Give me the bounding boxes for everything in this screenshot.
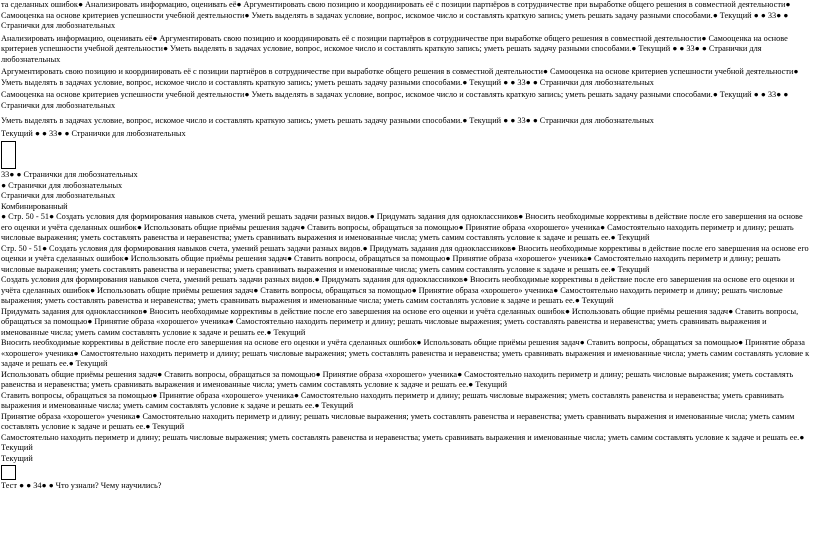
text-paragraph: Ставить вопросы, обращаться за помощью● Принятие образа «хорошего» ученика● Самостоятельно находить периметр и длину; решать числовые выражения; уметь составлять равенства и неравенства; уметь сравнивать выражения и именованные числа; уметь самим составлять условие к задаче и решать ее.● Текущий xyxy=(1,390,784,410)
text-paragraph: Стр. 50 - 51● Создать условия для формирования навыков счета, умений решать задачи разных видов.● Придумать задания для одноклассников● Вносить необходимые коррективы в действие после его завершения на основе его оценки и учёта сделанных ошибок● Использовать общие приёмы решения задач● Ставить вопросы, обращаться за помощью● Принятие образа «хорошего» ученика● Самостоятельно находить периметр и длину; решать числовые выражения; уметь составлять равенства и неравенства; уметь сравнивать выражения и именованные числа; уметь самим составлять условие к задаче и решать ее.● Текущий xyxy=(1,243,809,274)
empty-table-cell xyxy=(1,141,16,169)
text-paragraph: ● Стр. 50 - 51● Создать условия для формирования навыков счета, умений решать задачи разных видов.● Придумать задания для одноклассников● Вносить необходимые коррективы в действие после его завершения на основе его оценки и учёта сделанных ошибок● Использовать общие приёмы решения задач● Ставить вопросы, обращаться за помощью● Принятие образа «хорошего» ученика● Самостоятельно находить периметр и длину; решать числовые выражения; уметь составлять равенства и неравенства; уметь сравнивать выражения и именованные числа; уметь самим составлять условие к задаче и решать ее.● Текущий xyxy=(1,212,803,242)
text-paragraph: Тест ● ● 34● ● Что узнали? Чему научились? xyxy=(1,481,162,490)
text-paragraph: Странички для любознательных xyxy=(1,191,116,200)
text-paragraph: Анализировать информацию, оценивать её● Аргументировать свою позицию и координировать её с позиции партнёров в сотрудничестве при выработке общего решения в совместной деятельности● Самооценка на основе критериев успешности учебной деятельности● Уметь выделять в задачах условие, вопрос, искомое число и составлять краткую запись; уметь решать задачу разными способами.● Текущий ● ● 33● ● Странички для любознательных xyxy=(1,33,788,64)
text-paragraph: Текущий ● ● 33● ● Странички для любознательных xyxy=(1,128,186,138)
text-paragraph: Придумать задания для одноклассников● Вносить необходимые коррективы в действие после его завершения на основе его оценки и учёта сделанных ошибок● Использовать общие приёмы решения задач● Ставить вопросы, обращаться за помощью● Принятие образа «хорошего» ученика● Самостоятельно находить периметр и длину; решать числовые выражения; уметь составлять равенства и неравенства; уметь сравнивать выражения и именованные числа; уметь самим составлять условие к задаче и решать ее.● Текущий xyxy=(1,306,799,337)
document-body xyxy=(1,0,814,492)
text-paragraph: та сделанных ошибок● Анализировать информацию, оценивать её● Аргументировать свою позицию и координировать её с позиции партнёров в сотрудничестве при выработке общего решения в совместной деятельности● Самооценка на основе критериев успешности учебной деятельности● Уметь выделять в задачах условие, вопрос, искомое число и составлять краткую запись; уметь решать задачу разными способами.● Текущий ● ● 33● ● Странички для любознательных xyxy=(1,0,791,30)
text-paragraph: Комбинированный xyxy=(1,201,68,211)
text-paragraph: Текущий xyxy=(1,453,33,463)
text-paragraph: Создать условия для формирования навыков счета, умений решать задачи разных видов.● Придумать задания для одноклассников● Вносить необходимые коррективы в действие после его завершения на основе его оценки и учёта сделанных ошибок● Использовать общие приёмы решения задач● Ставить вопросы, обращаться за помощью● Принятие образа «хорошего» ученика● Самостоятельно находить периметр и длину; решать числовые выражения; уметь составлять равенства и неравенства; уметь сравнивать выражения и именованные числа; уметь самим составлять условие к задаче и решать ее.● Текущий xyxy=(1,275,795,305)
text-paragraph: ● Странички для любознательных xyxy=(1,180,123,190)
text-paragraph: Самостоятельно находить периметр и длину; решать числовые выражения; уметь составлять равенства и неравенства; уметь сравнивать выражения и именованные числа; уметь самим составлять условие к задаче и решать ее.● Текущий xyxy=(1,432,805,452)
text-paragraph: Вносить необходимые коррективы в действие после его завершения на основе его оценки и учёта сделанных ошибок● Использовать общие приёмы решения задач● Ставить вопросы, обращаться за помощью● Принятие образа «хорошего» ученика● Самостоятельно находить периметр и длину; решать числовые выражения; уметь составлять равенства и неравенства; уметь сравнивать выражения и именованные числа; уметь самим составлять условие к задаче и решать ее.● Текущий xyxy=(1,338,810,368)
text-paragraph: 33● ● Странички для любознательных xyxy=(1,170,138,179)
text-paragraph: Уметь выделять в задачах условие, вопрос, искомое число и составлять краткую запись; уметь решать задачу разными способами.● Текущий ● ● 33● ● Странички для любознательных xyxy=(1,116,654,125)
text-paragraph: Принятие образа «хорошего» ученика● Самостоятельно находить периметр и длину; решать числовые выражения; уметь составлять равенства и неравенства; уметь сравнивать выражения и именованные числа; уметь самим составлять условие к задаче и решать ее.● Текущий xyxy=(1,411,795,431)
empty-table-cell xyxy=(1,465,16,480)
text-paragraph: Самооценка на основе критериев успешности учебной деятельности● Уметь выделять в задачах условие, вопрос, искомое число и составлять краткую запись; уметь решать задачу разными способами.● Текущий ● ● 33● ● Странички для любознательных xyxy=(1,90,789,110)
text-paragraph: Использовать общие приёмы решения задач● Ставить вопросы, обращаться за помощью● Принятие образа «хорошего» ученика● Самостоятельно находить периметр и длину; решать числовые выражения; уметь составлять равенства и неравенства; уметь сравнивать выражения и именованные числа; уметь самим составлять условие к задаче и решать ее.● Текущий xyxy=(1,369,794,389)
text-paragraph: Аргументировать свою позицию и координировать её с позиции партнёров в сотрудничестве при выработке общего решения в совместной деятельности● Самооценка на основе критериев успешности учебной деятельности● Уметь выделять в задачах условие, вопрос, искомое число и составлять краткую запись; уметь решать задачу разными способами.● Текущий ● ● 33● ● Странички для любознательных xyxy=(1,67,799,87)
